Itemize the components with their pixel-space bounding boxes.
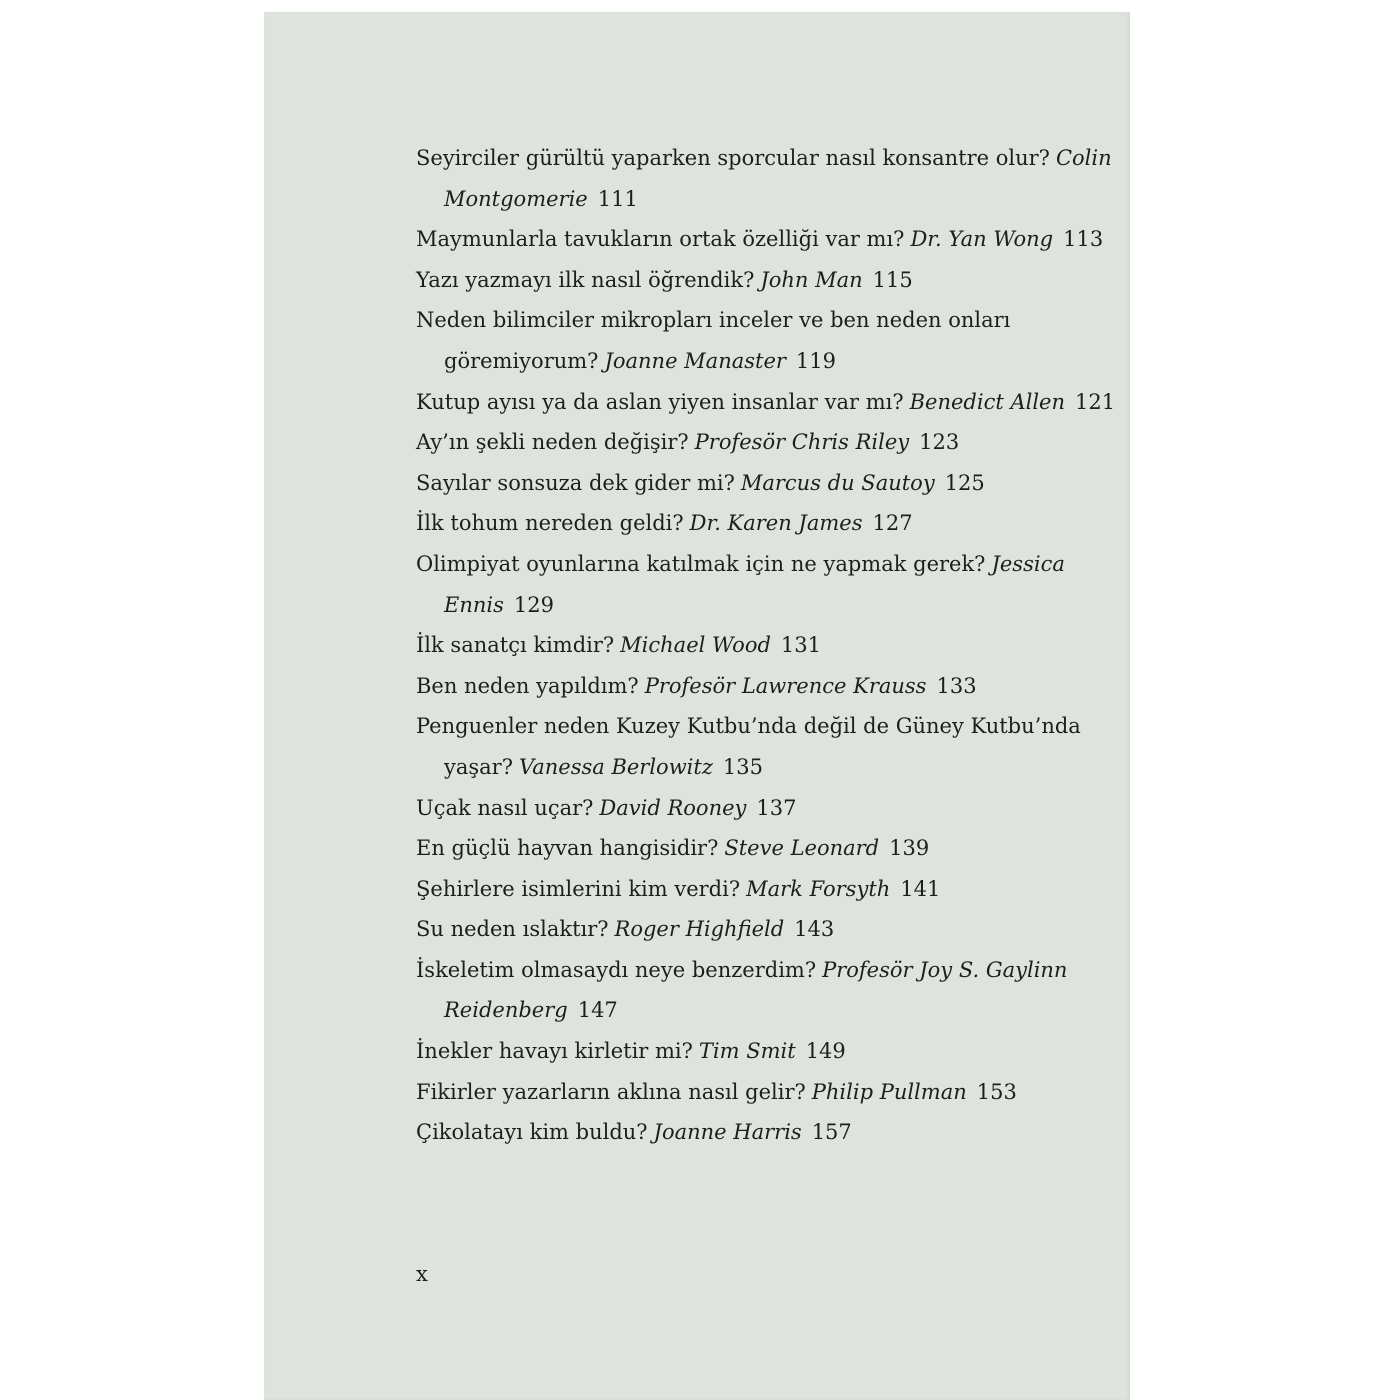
toc-author: Profesör Chris Riley <box>694 430 910 455</box>
toc-author: Philip Pullman <box>811 1079 967 1104</box>
toc-page-number: 127 <box>872 511 913 536</box>
toc-page-number: 129 <box>513 592 554 617</box>
toc-author: Vanessa Berlowitz <box>518 754 713 779</box>
toc-entry <box>416 1112 1116 1153</box>
toc-question: Sayılar sonsuza dek gider mi? <box>416 470 735 495</box>
toc-author: Joanne Manaster <box>604 348 786 373</box>
table-of-contents <box>416 138 1116 1153</box>
toc-question: En güçlü hayvan hangisidir? <box>416 836 719 861</box>
toc-page-number: 153 <box>976 1079 1017 1104</box>
toc-page-number: 115 <box>872 267 913 292</box>
toc-author: Dr. Yan Wong <box>910 227 1054 252</box>
toc-entry <box>416 422 1116 463</box>
toc-author: Tim Smit <box>698 1039 796 1064</box>
toc-entry <box>416 788 1116 829</box>
toc-page-number: 121 <box>1075 389 1116 414</box>
toc-entry <box>416 463 1116 504</box>
toc-entry <box>416 666 1116 707</box>
toc-entry <box>416 260 1116 301</box>
page-folio: x <box>416 1262 428 1286</box>
toc-question: Fikirler yazarların aklına nasıl gelir? <box>416 1079 806 1104</box>
toc-author: Colin Montgomerie <box>444 146 1112 211</box>
toc-page-number: 141 <box>900 876 941 901</box>
toc-question: Yazı yazmayı ilk nasıl öğrendik? <box>416 267 755 292</box>
toc-entry <box>416 828 1116 869</box>
toc-author: Marcus du Sautoy <box>740 470 935 495</box>
toc-author: Jessica Ennis <box>444 551 1065 617</box>
toc-entry <box>416 1072 1116 1113</box>
toc-question: İnekler havayı kirletir mi? <box>416 1039 693 1064</box>
toc-page-number: 131 <box>780 633 821 658</box>
toc-author: John Man <box>760 267 863 292</box>
toc-page-number: 113 <box>1063 227 1104 252</box>
toc-page-number: 137 <box>756 795 797 820</box>
toc-page-number: 143 <box>794 917 835 942</box>
toc-author: Roger Highfield <box>614 917 785 942</box>
toc-author: David Rooney <box>599 795 747 820</box>
toc-question: Şehirlere isimlerini kim verdi? <box>416 876 741 901</box>
toc-question: Penguenler neden Kuzey Kutbu’nda değil de Güney Kutbu’nda yaşar? <box>416 714 1081 779</box>
toc-entry <box>416 219 1116 260</box>
toc-entry <box>416 625 1116 666</box>
toc-entry <box>416 300 1116 381</box>
toc-author: Steve Leonard <box>724 836 880 861</box>
toc-page-number: 147 <box>577 998 618 1023</box>
toc-question: Ben neden yapıldım? <box>416 673 639 698</box>
toc-question: İskeletim olmasaydı neye benzerdim? <box>416 957 817 982</box>
toc-entry <box>416 503 1116 544</box>
toc-page-number: 135 <box>722 754 763 779</box>
toc-author: Mark Forsyth <box>746 876 891 901</box>
toc-entry <box>416 138 1116 219</box>
toc-question: Çikolatayı kim buldu? <box>416 1120 648 1145</box>
toc-question: Neden bilimciler mikropları inceler ve ben neden onları göremiyorum? <box>416 308 1011 373</box>
toc-author: Joanne Harris <box>653 1120 802 1145</box>
toc-author: Benedict Allen <box>909 389 1066 414</box>
toc-entry <box>416 950 1116 1031</box>
toc-author: Dr. Karen James <box>689 511 863 536</box>
toc-question: Maymunlarla tavukların ortak özelliği var mı? <box>416 227 905 252</box>
toc-page-number: 139 <box>889 836 930 861</box>
toc-page-number: 119 <box>795 348 837 373</box>
toc-question: Uçak nasıl uçar? <box>416 795 594 820</box>
toc-entry <box>416 382 1116 423</box>
toc-author: Michael Wood <box>620 633 771 658</box>
toc-page-number: 133 <box>936 673 977 698</box>
toc-question: İlk sanatçı kimdir? <box>416 633 615 658</box>
toc-author: Profesör Joy S. Gaylinn Reidenberg <box>444 957 1068 1023</box>
toc-question: Su neden ıslaktır? <box>416 917 609 942</box>
toc-entry <box>416 909 1116 950</box>
toc-page-number: 149 <box>805 1039 846 1064</box>
toc-page-number: 157 <box>811 1120 852 1145</box>
toc-author: Profesör Lawrence Krauss <box>644 673 927 698</box>
toc-question: İlk tohum nereden geldi? <box>416 511 684 536</box>
toc-question: Seyirciler gürültü yaparken sporcular nasıl konsantre olur? <box>416 146 1050 170</box>
toc-entry <box>416 544 1116 625</box>
toc-entry <box>416 1031 1116 1072</box>
toc-entry <box>416 869 1116 910</box>
toc-question: Olimpiyat oyunlarına katılmak için ne yapmak gerek? <box>416 551 986 576</box>
toc-page-number: 123 <box>919 430 960 455</box>
toc-page-number: 111 <box>597 186 638 211</box>
toc-entry <box>416 706 1116 787</box>
toc-question: Ay’ın şekli neden değişir? <box>416 430 689 455</box>
toc-page-number: 125 <box>944 470 985 495</box>
book-page <box>264 12 1130 1400</box>
toc-question: Kutup ayısı ya da aslan yiyen insanlar var mı? <box>416 389 904 414</box>
